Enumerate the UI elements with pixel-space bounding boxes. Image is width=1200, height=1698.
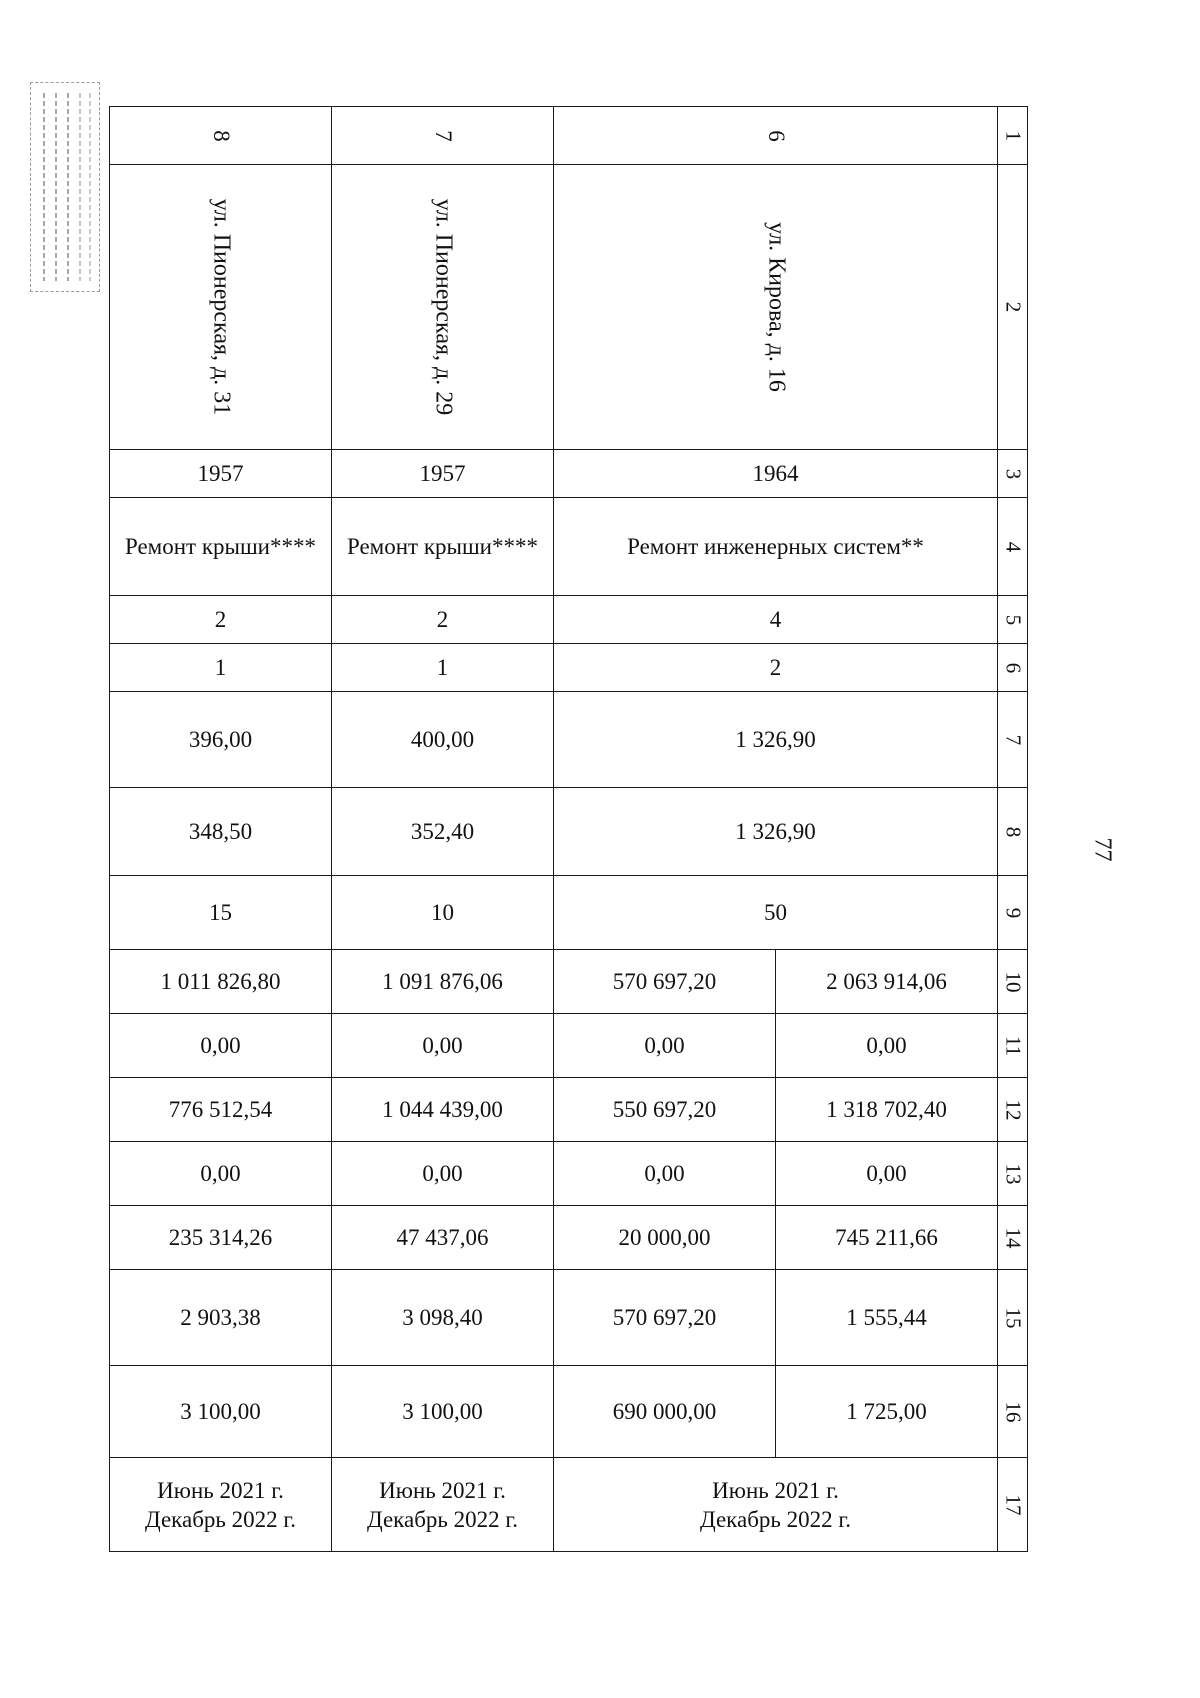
column-index: 4 (998, 498, 1028, 596)
table-row (110, 498, 1028, 596)
column-index: 13 (998, 1142, 1028, 1206)
capital-repair-table (109, 106, 1028, 1552)
column-index: 3 (998, 450, 1028, 498)
value-cell: 47 437,06 (332, 1206, 554, 1270)
table-row (110, 876, 1028, 950)
value-cell: 400,00 (332, 692, 554, 788)
column-index: 8 (998, 788, 1028, 876)
table-row (110, 107, 1028, 165)
value-cell: 1 (110, 644, 332, 692)
value-cell: 235 314,26 (110, 1206, 332, 1270)
period-start: Июнь 2021 г. (157, 1477, 284, 1503)
value-cell: 550 697,20 (554, 1078, 776, 1142)
table-row (110, 692, 1028, 788)
period-end: Декабрь 2022 г. (700, 1506, 851, 1532)
column-index: 5 (998, 596, 1028, 644)
value-cell: 0,00 (110, 1014, 332, 1078)
value-cell: 1 555,44 (776, 1270, 998, 1366)
table-row (110, 1458, 1028, 1552)
row-number-cell: 6 (554, 107, 998, 165)
table-row (110, 596, 1028, 644)
period-start: Июнь 2021 г. (379, 1477, 506, 1503)
address-cell: ул. Пионерская, д. 29 (332, 165, 554, 450)
column-index: 14 (998, 1206, 1028, 1270)
value-cell: 2 903,38 (110, 1270, 332, 1366)
value-cell: 1 044 439,00 (332, 1078, 554, 1142)
value-cell: 2 063 914,06 (776, 950, 998, 1014)
period-end: Декабрь 2022 г. (145, 1506, 296, 1532)
column-index: 2 (998, 165, 1028, 450)
table-row (110, 1078, 1028, 1142)
work-type-cell: Ремонт крыши**** (110, 498, 332, 596)
period-cell (554, 1458, 998, 1552)
table-row (110, 1270, 1028, 1366)
table-row (110, 644, 1028, 692)
value-cell: 0,00 (332, 1142, 554, 1206)
value-cell: 2 (332, 596, 554, 644)
value-cell: 20 000,00 (554, 1206, 776, 1270)
table-row (110, 450, 1028, 498)
value-cell: 1 326,90 (554, 788, 998, 876)
row-number-cell: 8 (110, 107, 332, 165)
value-cell: 0,00 (554, 1014, 776, 1078)
column-index: 11 (998, 1014, 1028, 1078)
period-end: Декабрь 2022 г. (367, 1506, 518, 1532)
value-cell: 0,00 (110, 1142, 332, 1206)
column-index: 6 (998, 644, 1028, 692)
column-index: 17 (998, 1458, 1028, 1552)
value-cell: 50 (554, 876, 998, 950)
column-index: 9 (998, 876, 1028, 950)
value-cell: 0,00 (776, 1142, 998, 1206)
value-cell: 0,00 (332, 1014, 554, 1078)
value-cell: 745 211,66 (776, 1206, 998, 1270)
value-cell: 15 (110, 876, 332, 950)
year-cell: 1964 (554, 450, 998, 498)
value-cell: 3 098,40 (332, 1270, 554, 1366)
value-cell: 0,00 (554, 1142, 776, 1206)
column-index: 10 (998, 950, 1028, 1014)
column-index: 16 (998, 1366, 1028, 1458)
table-row (110, 1206, 1028, 1270)
value-cell: 4 (554, 596, 998, 644)
value-cell: 396,00 (110, 692, 332, 788)
period-start: Июнь 2021 г. (712, 1477, 839, 1503)
table-row (110, 1014, 1028, 1078)
value-cell: 352,40 (332, 788, 554, 876)
value-cell: 570 697,20 (554, 950, 776, 1014)
column-index: 1 (998, 107, 1028, 165)
address-cell: ул. Кирова, д. 16 (554, 165, 998, 450)
value-cell: 1 318 702,40 (776, 1078, 998, 1142)
address-cell: ул. Пионерская, д. 31 (110, 165, 332, 450)
value-cell: 1 011 826,80 (110, 950, 332, 1014)
year-cell: 1957 (110, 450, 332, 498)
value-cell: 1 091 876,06 (332, 950, 554, 1014)
page-number: 77 (1089, 837, 1116, 862)
period-cell (332, 1458, 554, 1552)
value-cell: 10 (332, 876, 554, 950)
value-cell: 2 (110, 596, 332, 644)
column-index: 12 (998, 1078, 1028, 1142)
value-cell: 570 697,20 (554, 1270, 776, 1366)
archive-stamp (30, 82, 100, 292)
work-type-cell: Ремонт инженерных систем** (554, 498, 998, 596)
column-index: 7 (998, 692, 1028, 788)
year-cell: 1957 (332, 450, 554, 498)
value-cell: 348,50 (110, 788, 332, 876)
table-row (110, 1142, 1028, 1206)
column-index: 15 (998, 1270, 1028, 1366)
row-number-cell: 7 (332, 107, 554, 165)
value-cell: 3 100,00 (110, 1366, 332, 1458)
value-cell: 0,00 (776, 1014, 998, 1078)
value-cell: 690 000,00 (554, 1366, 776, 1458)
period-cell (110, 1458, 332, 1552)
value-cell: 1 326,90 (554, 692, 998, 788)
table-row (110, 788, 1028, 876)
value-cell: 3 100,00 (332, 1366, 554, 1458)
value-cell: 2 (554, 644, 998, 692)
table-row (110, 165, 1028, 450)
value-cell: 1 (332, 644, 554, 692)
value-cell: 1 725,00 (776, 1366, 998, 1458)
table-row (110, 1366, 1028, 1458)
table-row (110, 950, 1028, 1014)
work-type-cell: Ремонт крыши**** (332, 498, 554, 596)
value-cell: 776 512,54 (110, 1078, 332, 1142)
